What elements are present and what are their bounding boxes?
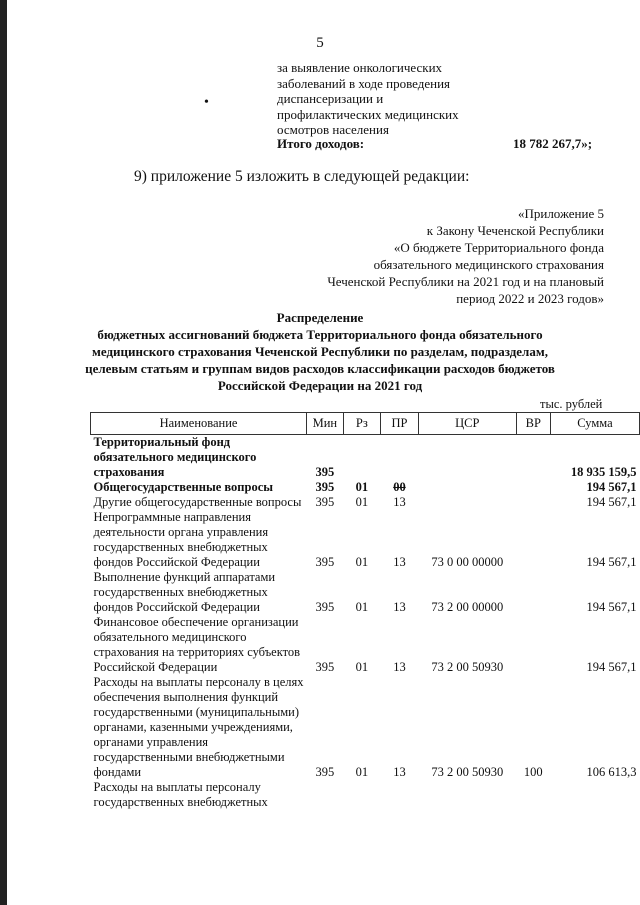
scan-speck: • [204, 95, 209, 110]
appendix-line: обязательного медицинского страхования [373, 257, 604, 272]
cell-sum: 194 567,1 [586, 495, 637, 509]
scan-edge-bar [0, 0, 7, 905]
cell-csr: 73 2 00 50930 [431, 765, 504, 779]
cell-pr: 13 [393, 600, 406, 614]
total-income-label: Итого доходов: [277, 136, 365, 151]
appendix-line: период 2022 и 2023 годов» [456, 291, 604, 306]
previous-section-text [277, 60, 487, 138]
cell-rz: 01 [355, 765, 369, 779]
cell-name: Финансовое обеспечение организации обязательного медицинского страхования на территориях субъектов Российской Федерации [93, 615, 301, 674]
col-header-csr: ЦСР [418, 413, 516, 435]
cell-csr [418, 780, 516, 810]
cell-min: 395 [315, 555, 335, 569]
cell-csr: 73 2 00 00000 [431, 600, 504, 614]
previous-line: за выявление онкологических [277, 60, 443, 75]
cell-csr [418, 480, 516, 495]
table-row [91, 570, 640, 615]
cell-min [307, 780, 344, 810]
cell-pr: 13 [393, 660, 406, 674]
cell-name: Расходы на выплаты персоналу в целях обеспечения выполнения функций государственными (муниципальными) органами, казенными учреждениями, органами управления государственными внебюджетными фондами [93, 675, 304, 779]
cell-min: 395 [315, 600, 335, 614]
cell-rz: 01 [355, 555, 369, 569]
cell-vr [516, 570, 550, 615]
table-heading [0, 309, 640, 394]
cell-rz: 01 [355, 495, 369, 509]
col-header-rz: Рз [343, 413, 380, 435]
cell-pr: 13 [393, 555, 406, 569]
cell-min: 395 [315, 660, 335, 674]
cell-vr: 100 [523, 765, 543, 779]
appendix-line: «Приложение 5 [517, 206, 604, 221]
cell-min: 395 [315, 495, 335, 509]
cell-vr [516, 480, 550, 495]
cell-csr: 73 0 00 00000 [431, 555, 504, 569]
cell-vr [516, 510, 550, 570]
units-label: тыс. рублей [540, 397, 603, 411]
budget-table [90, 412, 640, 810]
table-body [91, 435, 640, 811]
col-header-sum: Сумма [550, 413, 639, 435]
cell-vr [516, 615, 550, 675]
cell-csr: 73 2 00 50930 [431, 660, 504, 674]
table-row [91, 495, 640, 510]
appendix-header [284, 205, 604, 307]
cell-min: 395 [315, 480, 335, 494]
page-number: 5 [316, 35, 324, 51]
item-9-text: 9) приложение 5 изложить в следующей редакции: [134, 168, 470, 185]
cell-sum: 194 567,1 [586, 555, 637, 569]
previous-line: осмотров населения [277, 122, 389, 137]
cell-name: Другие общегосударственные вопросы [93, 495, 302, 509]
heading-line: медицинского страхования Чеченской Республики по разделам, подразделам, [92, 344, 548, 359]
cell-pr: 00 [393, 480, 406, 494]
cell-name: Непрограммные направления деятельности органа управления государственных внебюджетных фондов Российской Федерации [93, 510, 269, 569]
heading-line: целевым статьям и группам видов расходов классификации расходов бюджетов [85, 361, 555, 376]
appendix-line: «О бюджете Территориального фонда [393, 240, 604, 255]
cell-min: 395 [315, 765, 335, 779]
cell-rz: 01 [355, 600, 369, 614]
cell-name: Выполнение функций аппаратами государственных внебюджетных фондов Российской Федерации [93, 570, 276, 614]
cell-name: Общегосударственные вопросы [93, 480, 274, 494]
cell-sum: 194 567,1 [586, 480, 637, 494]
col-header-pr: ПР [381, 413, 419, 435]
table-row [91, 510, 640, 570]
cell-vr [516, 780, 550, 810]
cell-pr [381, 435, 419, 481]
previous-line: заболеваний в ходе проведения [277, 75, 451, 91]
cell-sum: 194 567,1 [586, 600, 637, 614]
table-row [91, 780, 640, 810]
heading-line: Российской Федерации на 2021 год [217, 378, 423, 393]
table-row [91, 675, 640, 780]
cell-rz [343, 435, 380, 481]
cell-sum [550, 780, 639, 810]
cell-csr [418, 495, 516, 510]
cell-sum: 18 935 159,5 [570, 465, 637, 479]
cell-rz [343, 780, 380, 810]
table-row [91, 480, 640, 495]
cell-min: 395 [315, 465, 335, 479]
cell-pr [381, 780, 419, 810]
appendix-line: Чеченской Республики на 2021 год и на плановый [327, 274, 604, 289]
appendix-line: к Закону Чеченской Республики [426, 223, 604, 238]
cell-csr [418, 435, 516, 481]
col-header-vr: ВР [516, 413, 550, 435]
cell-sum: 106 613,3 [586, 765, 637, 779]
cell-vr [516, 495, 550, 510]
table-header-row [91, 413, 640, 435]
previous-line: профилактических медицинских [277, 106, 459, 122]
cell-pr: 13 [393, 495, 406, 509]
cell-sum: 194 567,1 [586, 660, 637, 674]
col-header-name: Наименование [91, 413, 307, 435]
table-row [91, 435, 640, 481]
col-header-min: Мин [307, 413, 344, 435]
heading-line: бюджетных ассигнований бюджета Территориального фонда обязательного [97, 327, 543, 342]
cell-rz: 01 [355, 660, 369, 674]
cell-vr [516, 435, 550, 481]
table-row [91, 615, 640, 675]
total-income-value: 18 782 267,7»; [513, 136, 593, 151]
heading-line: Распределение [276, 310, 364, 325]
cell-rz: 01 [355, 480, 369, 494]
previous-line: диспансеризации и [277, 91, 384, 106]
cell-pr: 13 [393, 765, 406, 779]
cell-name: Расходы на выплаты персоналу государственных внебюджетных [93, 780, 268, 809]
cell-name: Территориальный фонд обязательного медицинского страхования [93, 435, 257, 479]
